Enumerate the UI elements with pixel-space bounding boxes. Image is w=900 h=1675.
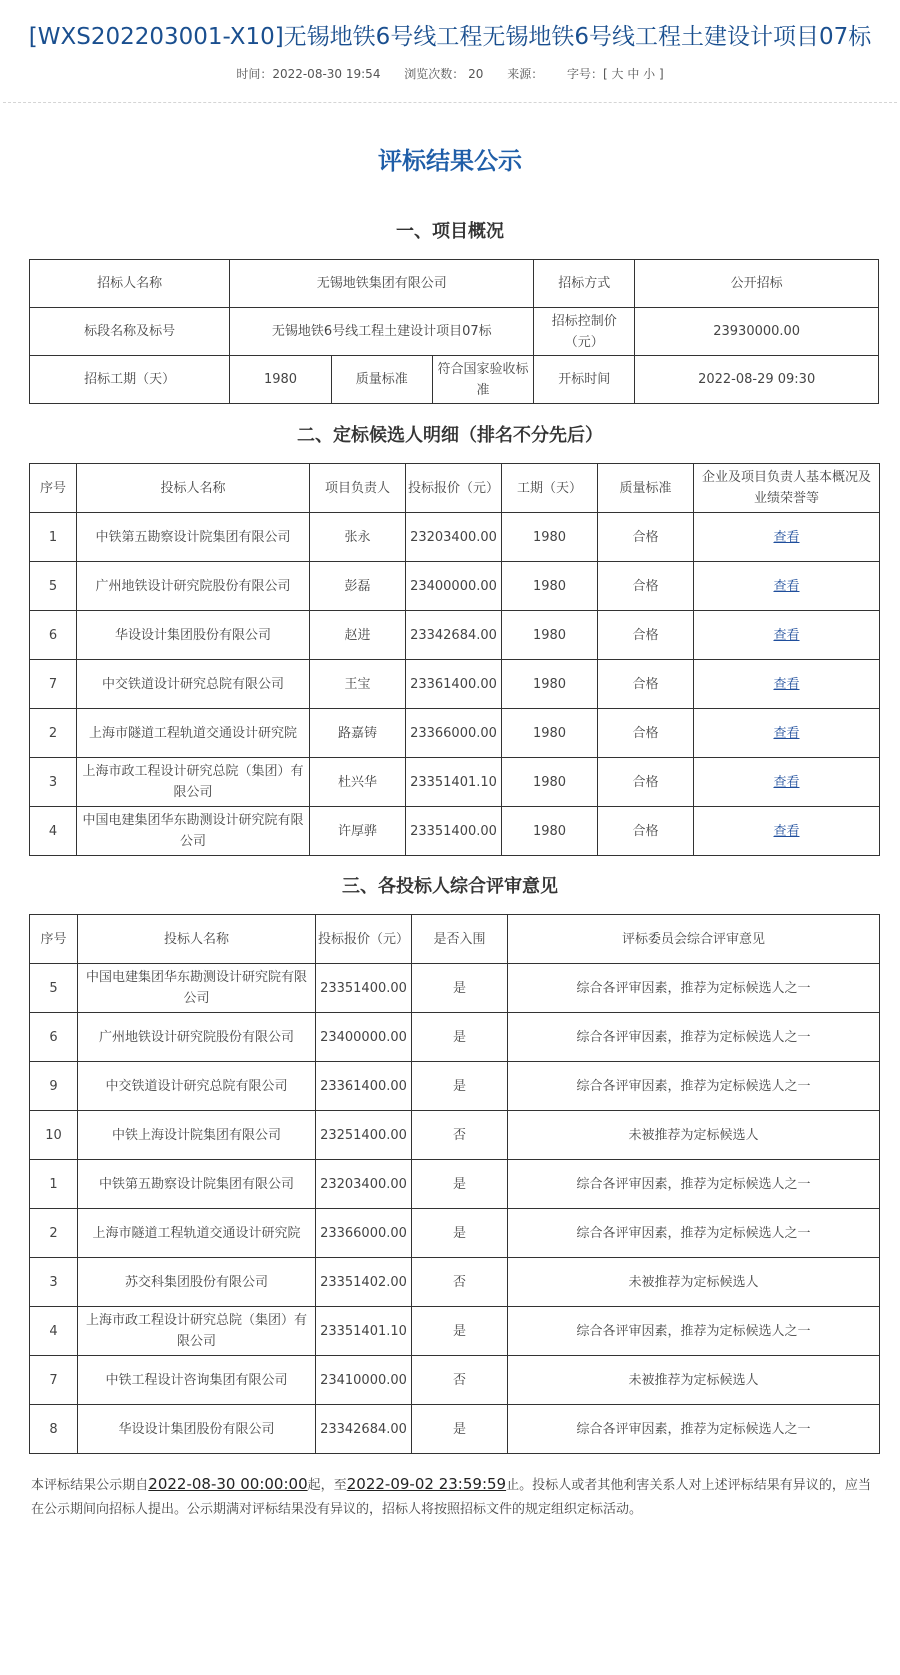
table-row: [30, 1013, 880, 1062]
quality: 合格: [598, 611, 694, 660]
committee-opinion: 综合各评审因素，推荐为定标候选人之一: [508, 964, 880, 1013]
header-opinion: 评标委员会综合评审意见: [508, 915, 880, 964]
row-no: 5: [30, 562, 77, 611]
bidder-name: 中国电建集团华东勘测设计研究院有限公司: [78, 964, 316, 1013]
bid-price: 23351401.10: [406, 758, 502, 807]
control-price-label: 招标控制价（元）: [534, 308, 635, 356]
divider: [3, 102, 897, 103]
header-price: 投标报价（元）: [406, 464, 502, 513]
project-leader: 彭磊: [310, 562, 406, 611]
bid-price: 23351401.10: [316, 1307, 412, 1356]
shortlisted: 否: [412, 1111, 508, 1160]
table-row: [30, 758, 880, 807]
period: 1980: [502, 709, 598, 758]
row-no: 6: [30, 611, 77, 660]
table-row: [30, 260, 879, 308]
note-part1: 本评标结果公示期自: [31, 1478, 149, 1493]
committee-opinion: 综合各评审因素，推荐为定标候选人之一: [508, 1307, 880, 1356]
quality: 合格: [598, 758, 694, 807]
section1-title: 一、项目概况: [396, 221, 504, 242]
quality: 合格: [598, 807, 694, 856]
note-part3: 止。投标人或者其他利害关系人对上述评标结果有异议的，应当在公示期间向招标人提出。公示期满对评标结果没有异议的，招标人将按照招标文件的规定组织定标活动。: [31, 1478, 871, 1517]
table-row: [30, 1160, 880, 1209]
bid-price: 23361400.00: [406, 660, 502, 709]
view-link-cell: [694, 513, 880, 562]
table-row: [30, 356, 879, 404]
bidder-name: 中铁第五勘察设计院集团有限公司: [77, 513, 310, 562]
bidder-name: 中交铁道设计研究总院有限公司: [77, 660, 310, 709]
quality-value: 符合国家验收标准: [432, 356, 533, 404]
row-no: 2: [30, 709, 77, 758]
row-no: 3: [30, 758, 77, 807]
committee-opinion: 综合各评审因素，推荐为定标候选人之一: [508, 1405, 880, 1454]
bid-price: 23203400.00: [316, 1160, 412, 1209]
quality: 合格: [598, 513, 694, 562]
table-row: [30, 308, 879, 356]
shortlisted: 是: [412, 1209, 508, 1258]
row-no: 9: [30, 1062, 78, 1111]
view-link[interactable]: 查看: [773, 529, 800, 545]
view-link-cell: [694, 562, 880, 611]
table-row: [30, 660, 880, 709]
row-no: 8: [30, 1405, 78, 1454]
shortlisted: 是: [412, 1405, 508, 1454]
table-header-row: [30, 464, 880, 513]
bidder-name: 上海市政工程设计研究总院（集团）有限公司: [77, 758, 310, 807]
period-label: 招标工期（天）: [30, 356, 230, 404]
bidder-name: 广州地铁设计研究院股份有限公司: [77, 562, 310, 611]
bid-price: 23342684.00: [316, 1405, 412, 1454]
page-title: [WXS202203001-X10]无锡地铁6号线工程无锡地铁6号线工程土建设计项目07标: [28, 24, 872, 50]
bid-price: 23251400.00: [316, 1111, 412, 1160]
table-row: [30, 1258, 880, 1307]
quality: 合格: [598, 660, 694, 709]
publish-time: 时间：2022-08-30 19:54: [236, 67, 381, 81]
committee-opinion: 未被推荐为定标候选人: [508, 1258, 880, 1307]
table-row: [30, 1209, 880, 1258]
committee-opinion: 未被推荐为定标候选人: [508, 1111, 880, 1160]
header-leader: 项目负责人: [310, 464, 406, 513]
period: 1980: [502, 660, 598, 709]
shortlisted: 是: [412, 1013, 508, 1062]
publicity-start-date: 2022-08-30 00:00:00: [148, 1475, 308, 1493]
table-row: [30, 1405, 880, 1454]
view-link[interactable]: 查看: [773, 823, 800, 839]
table-row: [30, 513, 880, 562]
bidder-name: 中国电建集团华东勘测设计研究院有限公司: [77, 807, 310, 856]
row-no: 1: [30, 1160, 78, 1209]
bid-price: 23203400.00: [406, 513, 502, 562]
committee-opinion: 未被推荐为定标候选人: [508, 1356, 880, 1405]
header-quality: 质量标准: [598, 464, 694, 513]
bidder-name: 中交铁道设计研究总院有限公司: [78, 1062, 316, 1111]
view-link-cell: [694, 807, 880, 856]
quality-label: 质量标准: [331, 356, 432, 404]
row-no: 5: [30, 964, 78, 1013]
view-link-cell: [694, 611, 880, 660]
header-bidder: 投标人名称: [78, 915, 316, 964]
bid-price: 23410000.00: [316, 1356, 412, 1405]
control-price-value: 23930000.00: [635, 308, 879, 356]
header-profile: 企业及项目负责人基本概况及业绩荣誉等: [694, 464, 880, 513]
row-no: 7: [30, 660, 77, 709]
table-row: [30, 562, 880, 611]
candidates-table: [29, 463, 880, 856]
bid-price: 23400000.00: [406, 562, 502, 611]
lot-label: 标段名称及标号: [30, 308, 230, 356]
table-row: [30, 1062, 880, 1111]
view-count: 浏览次数： 20: [404, 67, 484, 81]
project-leader: 路嘉铸: [310, 709, 406, 758]
period: 1980: [502, 562, 598, 611]
project-leader: 赵进: [310, 611, 406, 660]
project-overview-table: [29, 259, 879, 404]
open-time-label: 开标时间: [534, 356, 635, 404]
view-link-cell: [694, 758, 880, 807]
row-no: 7: [30, 1356, 78, 1405]
table-row: [30, 1111, 880, 1160]
quality: 合格: [598, 562, 694, 611]
view-link[interactable]: 查看: [773, 627, 800, 643]
table-row: [30, 807, 880, 856]
publicity-end-date: 2022-09-02 23:59:59: [346, 1475, 507, 1493]
section2-title: 二、定标候选人明细（排名不分先后）: [297, 425, 603, 446]
project-leader: 张永: [310, 513, 406, 562]
shortlisted: 否: [412, 1356, 508, 1405]
method-value: 公开招标: [635, 260, 879, 308]
bid-price: 23400000.00: [316, 1013, 412, 1062]
article-meta: [0, 64, 900, 84]
tenderer-value: 无锡地铁集团有限公司: [230, 260, 534, 308]
period-value: 1980: [230, 356, 331, 404]
note-part2: 起，至: [307, 1478, 347, 1493]
bid-price: 23342684.00: [406, 611, 502, 660]
view-link[interactable]: 查看: [773, 774, 800, 790]
open-time-value: 2022-08-29 09:30: [635, 356, 879, 404]
bid-price: 23351400.00: [406, 807, 502, 856]
bid-price: 23361400.00: [316, 1062, 412, 1111]
committee-opinion: 综合各评审因素，推荐为定标候选人之一: [508, 1160, 880, 1209]
font-size-switcher[interactable]: 字号：[ 大 中 小 ]: [567, 67, 664, 81]
shortlisted: 是: [412, 1160, 508, 1209]
source: 来源：: [507, 67, 544, 81]
tenderer-label: 招标人名称: [30, 260, 230, 308]
table-row: [30, 1307, 880, 1356]
quality: 合格: [598, 709, 694, 758]
bidder-name: 广州地铁设计研究院股份有限公司: [78, 1013, 316, 1062]
view-link-cell: [694, 660, 880, 709]
period: 1980: [502, 513, 598, 562]
bid-price: 23366000.00: [316, 1209, 412, 1258]
bidder-name: 中铁第五勘察设计院集团有限公司: [78, 1160, 316, 1209]
view-link[interactable]: 查看: [773, 725, 800, 741]
table-row: [30, 964, 880, 1013]
period: 1980: [502, 611, 598, 660]
header-shortlisted: 是否入围: [412, 915, 508, 964]
committee-opinion: 综合各评审因素，推荐为定标候选人之一: [508, 1013, 880, 1062]
lot-value: 无锡地铁6号线工程土建设计项目07标: [230, 308, 534, 356]
row-no: 1: [30, 513, 77, 562]
view-link-cell: [694, 709, 880, 758]
table-row: [30, 709, 880, 758]
bidder-name: 上海市政工程设计研究总院（集团）有限公司: [78, 1307, 316, 1356]
bid-price: 23351400.00: [316, 964, 412, 1013]
shortlisted: 是: [412, 964, 508, 1013]
shortlisted: 是: [412, 1307, 508, 1356]
bidder-name: 上海市隧道工程轨道交通设计研究院: [77, 709, 310, 758]
period: 1980: [502, 807, 598, 856]
project-leader: 许厚骅: [310, 807, 406, 856]
publicity-note: [31, 1472, 871, 1522]
row-no: 3: [30, 1258, 78, 1307]
row-no: 4: [30, 807, 77, 856]
row-no: 4: [30, 1307, 78, 1356]
header-no: 序号: [30, 915, 78, 964]
project-leader: 王宝: [310, 660, 406, 709]
header-bidder: 投标人名称: [77, 464, 310, 513]
view-link[interactable]: 查看: [773, 578, 800, 594]
committee-opinion: 综合各评审因素，推荐为定标候选人之一: [508, 1062, 880, 1111]
bidder-name: 华设设计集团股份有限公司: [78, 1405, 316, 1454]
row-no: 2: [30, 1209, 78, 1258]
method-label: 招标方式: [534, 260, 635, 308]
committee-opinion: 综合各评审因素，推荐为定标候选人之一: [508, 1209, 880, 1258]
header-price: 投标报价（元）: [316, 915, 412, 964]
bidder-name: 中铁上海设计院集团有限公司: [78, 1111, 316, 1160]
bid-price: 23366000.00: [406, 709, 502, 758]
project-leader: 杜兴华: [310, 758, 406, 807]
bidder-name: 上海市隧道工程轨道交通设计研究院: [78, 1209, 316, 1258]
bid-price: 23351402.00: [316, 1258, 412, 1307]
shortlisted: 否: [412, 1258, 508, 1307]
table-row: [30, 1356, 880, 1405]
header-no: 序号: [30, 464, 77, 513]
evaluation-table: [29, 914, 880, 1454]
bidder-name: 苏交科集团股份有限公司: [78, 1258, 316, 1307]
bidder-name: 华设设计集团股份有限公司: [77, 611, 310, 660]
view-link[interactable]: 查看: [773, 676, 800, 692]
section3-title: 三、各投标人综合评审意见: [342, 876, 558, 897]
period: 1980: [502, 758, 598, 807]
table-header-row: [30, 915, 880, 964]
row-no: 6: [30, 1013, 78, 1062]
shortlisted: 是: [412, 1062, 508, 1111]
table-row: [30, 611, 880, 660]
row-no: 10: [30, 1111, 78, 1160]
bidder-name: 中铁工程设计咨询集团有限公司: [78, 1356, 316, 1405]
announcement-title: 评标结果公示: [378, 147, 522, 175]
header-period: 工期（天）: [502, 464, 598, 513]
